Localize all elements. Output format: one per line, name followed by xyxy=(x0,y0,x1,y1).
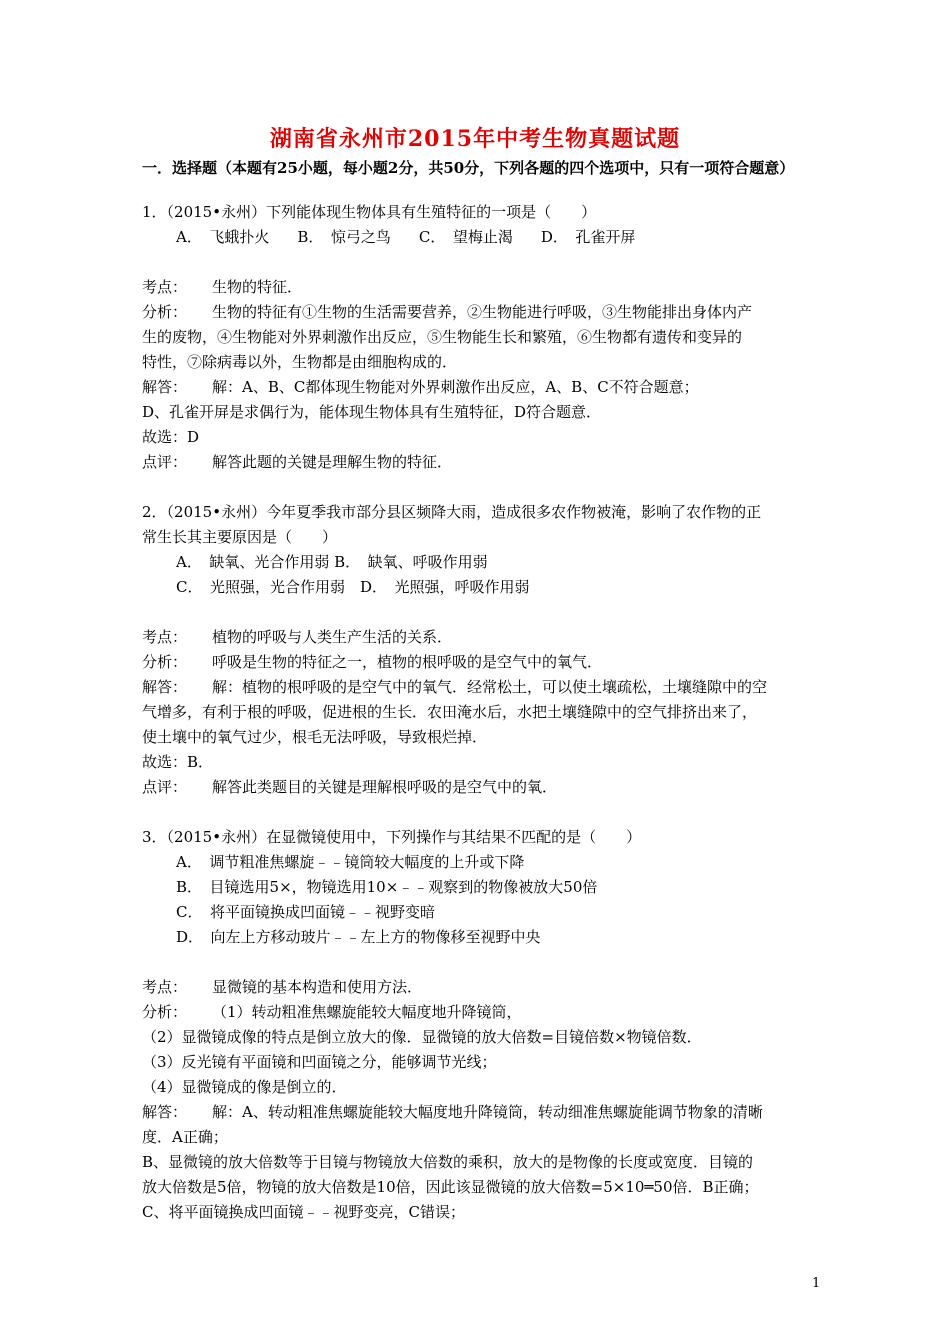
question-2-stem: 2．（2015•永州）今年夏季我市部分县区频降大雨，造成很多农作物被淹，影响了农作物的正 xyxy=(142,503,762,521)
q2-fenxi: 分析： 呼吸是生物的特征之一，植物的根呼吸的是空气中的氧气． xyxy=(142,653,603,671)
page-number: 1 xyxy=(812,1276,821,1291)
option-d: D． 向左上方移动玻片﹣﹣左上方的物像移至视野中央 xyxy=(176,928,541,946)
option-b: B． 目镜选用5×，物镜选用10×﹣﹣观察到的物像被放大50倍 xyxy=(176,878,598,896)
q3-fenxi-line: 分析： （1）转动粗准焦螺旋能较大幅度地升降镜筒， xyxy=(142,1003,522,1021)
q1-fenxi-line: 特性，⑦除病毒以外，生物都是由细胞构成的． xyxy=(142,353,458,371)
q3-kaodian: 考点： 显微镜的基本构造和使用方法． xyxy=(142,978,423,996)
q2-jieda-line: 气增多，有利于根的呼吸，促进根的生长．农田淹水后，水把土壤缝隙中的空气排挤出来了， xyxy=(142,703,758,721)
q3-fenxi-line: （4）显微镜成的像是倒立的． xyxy=(142,1078,347,1096)
q1-jieda-line: D、孔雀开屏是求偶行为，能体现生物体具有生殖特征，D符合题意． xyxy=(142,403,602,421)
q2-answer: 故选：B． xyxy=(142,753,214,771)
question-2-options: C． 光照强，光合作用弱 D． 光照强，呼吸作用弱 xyxy=(176,578,530,596)
q1-answer: 故选：D xyxy=(142,428,200,446)
q3-jieda-line: C、将平面镜换成凹面镜﹣﹣视野变亮，C错误； xyxy=(142,1203,465,1221)
document-body xyxy=(142,200,812,1225)
q1-fenxi-line: 生的废物，④生物能对外界刺激作出反应，⑤生物能生长和繁殖，⑥生物都有遗传和变异的 xyxy=(142,328,743,346)
option-a: A． 飞蛾扑火 xyxy=(176,228,270,246)
q1-fenxi-line: 分析： 生物的特征有①生物的生活需要营养，②生物能进行呼吸，③生物能排出身体内产 xyxy=(142,303,753,321)
question-3-stem: 3．（2015•永州）在显微镜使用中，下列操作与其结果不匹配的是（ ） xyxy=(142,828,642,846)
q3-jieda-line: 解答： 解：A、转动粗准焦螺旋能较大幅度地升降镜筒，转动细准焦螺旋能调节物象的清晰 xyxy=(142,1103,763,1121)
section-heading: 一．选择题（本题有25小题，每小题2分，共50分，下列各题的四个选项中，只有一项符合题意） xyxy=(142,159,795,177)
q1-kaodian: 考点： 生物的特征． xyxy=(142,278,303,296)
question-1-stem: 1．（2015•永州）下列能体现生物体具有生殖特征的一项是（ ） xyxy=(142,203,597,221)
q3-jieda-line: 放大倍数是5倍，物镜的放大倍数是10倍，因此该显微镜的放大倍数=5×10═50倍．B正确； xyxy=(142,1178,759,1196)
q2-kaodian: 考点： 植物的呼吸与人类生产生活的关系． xyxy=(142,628,453,646)
q1-dianping: 点评： 解答此题的关键是理解生物的特征． xyxy=(142,453,453,471)
option-a: A． 调节粗准焦螺旋﹣﹣镜筒较大幅度的上升或下降 xyxy=(176,853,525,871)
option-b: B． 惊弓之鸟 xyxy=(297,228,391,246)
q1-jieda-line: 解答： 解：A、B、C都体现生物能对外界刺激作出反应，A、B、C不符合题意； xyxy=(142,378,699,396)
q3-jieda-line: 度．A正确； xyxy=(142,1128,228,1146)
option-c: C． 将平面镜换成凹面镜﹣﹣视野变暗 xyxy=(176,903,435,921)
question-1-options xyxy=(142,225,812,250)
question-2-options: A． 缺氧、光合作用弱 B． 缺氧、呼吸作用弱 xyxy=(176,553,488,571)
option-d: D． 孔雀开屏 xyxy=(540,228,636,246)
q2-jieda-line: 使土壤中的氧气过少，根毛无法呼吸，导致根烂掉． xyxy=(142,728,488,746)
document-title: 湖南省永州市2015年中考生物真题试题 xyxy=(269,126,681,152)
q3-jieda-line: B、显微镜的放大倍数等于目镜与物镜放大倍数的乘积，放大的是物像的长度或宽度．目镜的 xyxy=(142,1153,754,1171)
q3-fenxi-line: （2）显微镜成像的特点是倒立放大的像．显微镜的放大倍数=目镜倍数×物镜倍数． xyxy=(142,1028,702,1046)
q2-jieda-line: 解答： 解：植物的根呼吸的是空气中的氧气．经常松土，可以使土壤疏松，土壤缝隙中的空 xyxy=(142,678,768,696)
question-2-stem: 常生长其主要原因是（ ） xyxy=(142,528,338,546)
option-c: C． 望梅止渴 xyxy=(418,228,513,246)
q2-dianping: 点评： 解答此类题目的关键是理解根呼吸的是空气中的氧． xyxy=(142,778,558,796)
q3-fenxi-line: （3）反光镜有平面镜和凹面镜之分，能够调节光线； xyxy=(142,1053,497,1071)
